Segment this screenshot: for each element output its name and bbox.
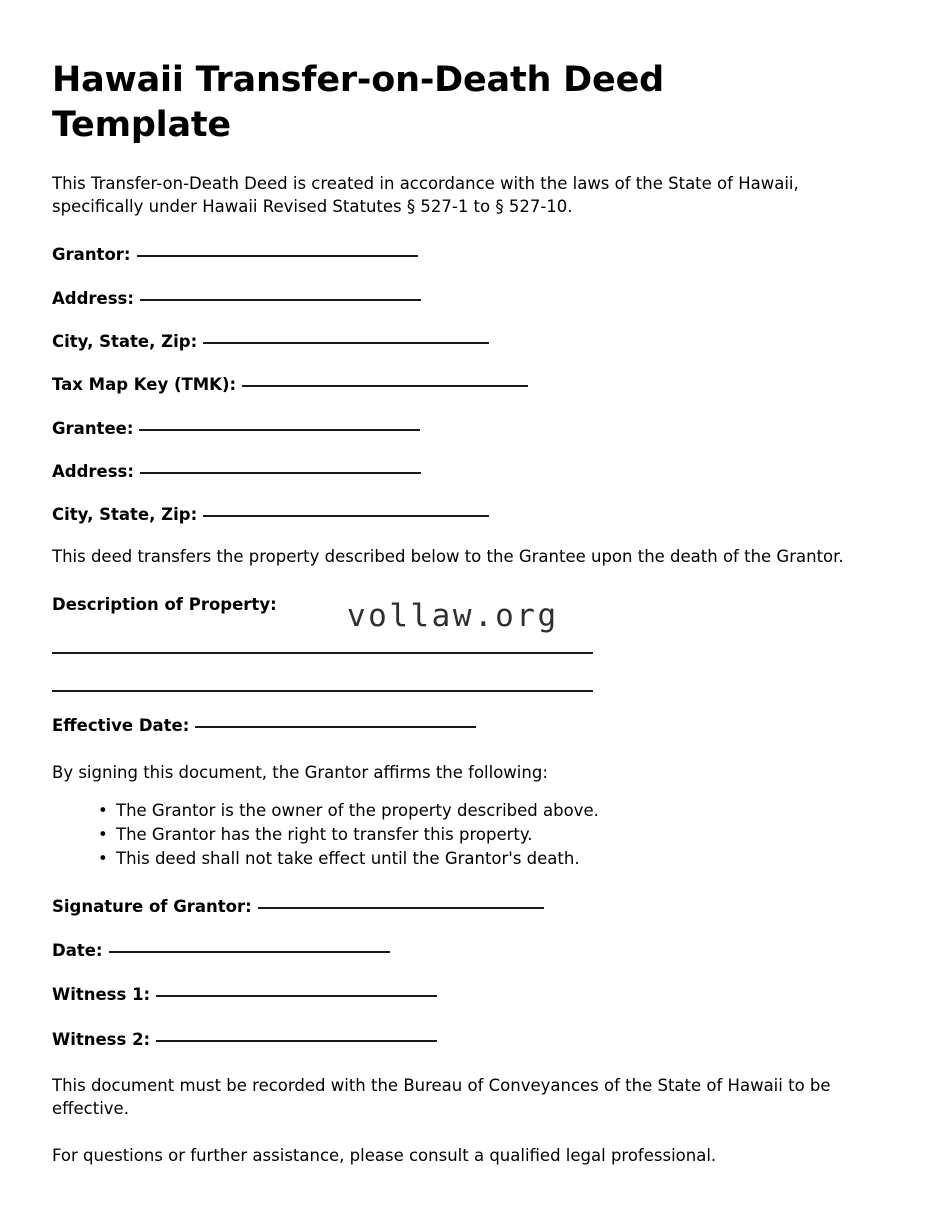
field-label-grantee: Grantee: [52, 418, 134, 438]
field-row-grantor-address[interactable] [52, 288, 892, 310]
field-label-description-of-property: Description of Property: [52, 594, 277, 614]
field-row-grantor[interactable] [52, 244, 892, 266]
list-item [98, 799, 892, 823]
field-label-grantor: Grantor: [52, 245, 131, 265]
field-row-grantor-city-state-zip[interactable] [52, 331, 892, 353]
field-row-grantee[interactable] [52, 418, 892, 440]
field-row-signature-date[interactable] [52, 940, 892, 962]
field-label-grantor-address: Address: [52, 288, 134, 308]
field-input-signature-of-grantor[interactable] [258, 907, 544, 909]
field-label-signature-date: Date: [52, 941, 103, 961]
field-row-grantee-city-state-zip[interactable] [52, 504, 892, 526]
list-item-label: The Grantor is the owner of the property described above. [116, 800, 599, 820]
list-item [98, 823, 892, 847]
bullet-icon: • [98, 825, 108, 845]
watermark-vollaw-org: vollaw.org [347, 597, 559, 634]
list-item-label: The Grantor has the right to transfer this property. [116, 825, 533, 845]
field-label-grantee-city-state-zip: City, State, Zip: [52, 505, 198, 525]
affirmations-intro-paragraph: By signing this document, the Grantor affirms the following: [52, 763, 548, 783]
field-input-grantor-city-state-zip[interactable] [203, 342, 489, 344]
field-input-witness-1[interactable] [156, 995, 437, 997]
field-label-witness-2: Witness 2: [52, 1029, 151, 1049]
field-input-grantee[interactable] [139, 429, 420, 431]
document-content [52, 58, 892, 1167]
field-input-property-line-2[interactable] [52, 690, 593, 692]
field-input-signature-date[interactable] [109, 951, 390, 953]
field-input-effective-date[interactable] [195, 726, 476, 728]
affirmations-list [52, 799, 892, 872]
bullet-icon: • [98, 849, 108, 869]
bullet-icon: • [98, 800, 108, 820]
field-row-witness-1[interactable] [52, 984, 892, 1006]
closing-note-paragraph: For questions or further assistance, please consult a qualified legal professional. [52, 1145, 717, 1165]
field-label-grantor-city-state-zip: City, State, Zip: [52, 331, 198, 351]
field-row-witness-2[interactable] [52, 1029, 892, 1051]
field-row-signature-of-grantor[interactable] [52, 896, 892, 918]
page-title: Hawaii Transfer-on-Death Deed Template [52, 60, 664, 145]
property-description-block [52, 594, 892, 692]
field-input-grantee-address[interactable] [140, 472, 421, 474]
recording-notice-paragraph: This document must be recorded with the Bureau of Conveyances of the State of Hawaii to be effective. [52, 1075, 831, 1119]
field-input-tax-map-key[interactable] [242, 385, 528, 387]
field-row-effective-date[interactable] [52, 715, 892, 737]
field-label-signature-of-grantor: Signature of Grantor: [52, 896, 252, 916]
field-row-grantee-address[interactable] [52, 461, 892, 483]
field-label-tax-map-key: Tax Map Key (TMK): [52, 375, 237, 395]
field-input-grantor-address[interactable] [140, 299, 421, 301]
list-item [98, 847, 892, 871]
list-item-label: This deed shall not take effect until the Grantor's death. [116, 849, 580, 869]
field-label-witness-1: Witness 1: [52, 985, 151, 1005]
field-label-grantee-address: Address: [52, 461, 134, 481]
transfer-statement-paragraph: This deed transfers the property described below to the Grantee upon the death of the Grantor. [52, 547, 844, 567]
field-label-effective-date: Effective Date: [52, 715, 190, 735]
field-row-tax-map-key[interactable] [52, 374, 892, 396]
intro-paragraph: This Transfer-on-Death Deed is created in accordance with the laws of the State of Hawaii, specifically under Hawaii Revised Statutes § 527-1 to § 527-10. [52, 173, 799, 217]
field-input-grantor[interactable] [137, 255, 418, 257]
field-input-witness-2[interactable] [156, 1040, 437, 1042]
field-input-grantee-city-state-zip[interactable] [203, 515, 489, 517]
field-input-property-line-1[interactable] [52, 652, 593, 654]
